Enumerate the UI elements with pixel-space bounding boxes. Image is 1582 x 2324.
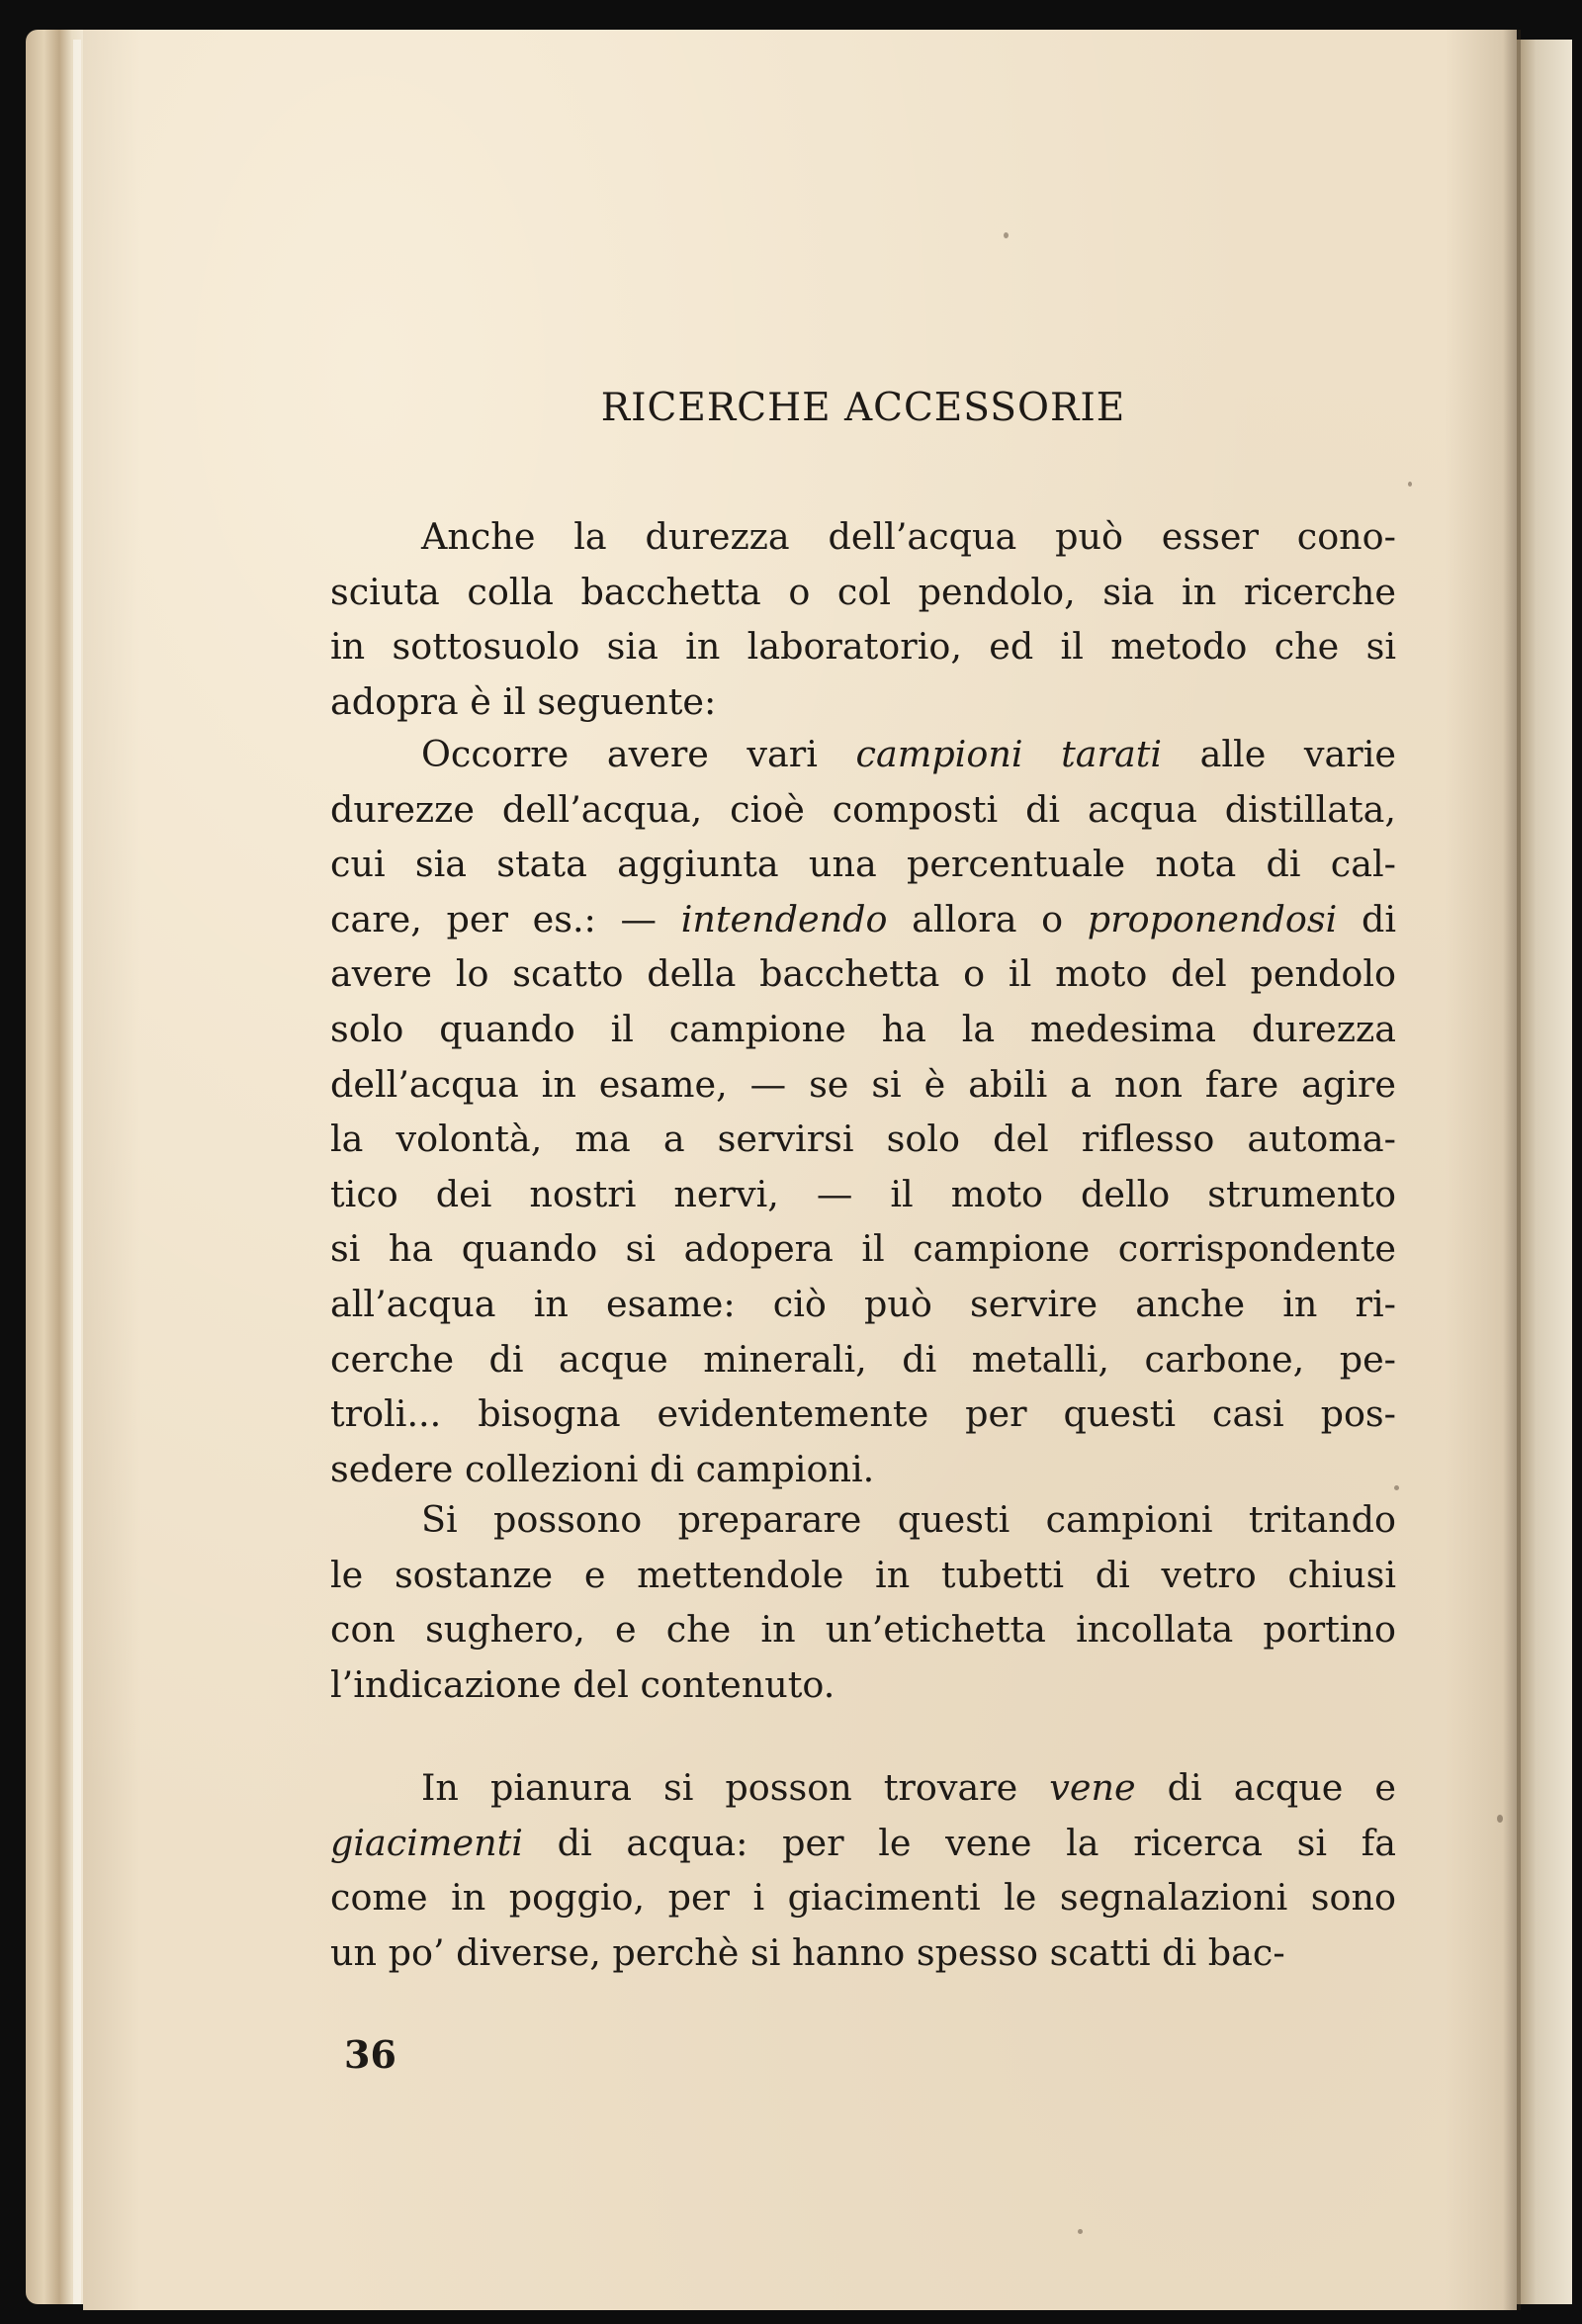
text-line bbox=[330, 674, 1396, 730]
page-edge-highlight bbox=[73, 40, 81, 2304]
italic-term: proponendosi bbox=[1087, 897, 1338, 940]
text-line bbox=[330, 1602, 1396, 1657]
text-run: Si possono preparare questi campioni tritando bbox=[421, 1498, 1396, 1541]
chapter-title: RICERCHE ACCESSORIE bbox=[600, 386, 1126, 430]
italic-term: giacimenti bbox=[330, 1821, 523, 1864]
text-run: di bbox=[1337, 897, 1396, 940]
text-run: solo quando il campione ha la medesima durezza bbox=[330, 1007, 1396, 1050]
paragraph bbox=[330, 509, 1396, 729]
text-run: alle varie bbox=[1162, 733, 1396, 775]
text-line bbox=[330, 1002, 1396, 1057]
paragraph bbox=[330, 1492, 1396, 1712]
text-run: Occorre avere vari bbox=[421, 733, 856, 775]
text-line bbox=[330, 619, 1396, 674]
paragraph bbox=[330, 1760, 1396, 1980]
italic-term: vene bbox=[1049, 1766, 1136, 1809]
text-run: avere lo scatto della bacchetta o il moto del pendolo bbox=[330, 952, 1396, 996]
text-run: tico dei nostri nervi, — il moto dello strumento bbox=[330, 1172, 1396, 1215]
text-run: sedere collezioni di campioni. bbox=[330, 1447, 875, 1490]
text-run: un po’ diverse, perchè si hanno spesso scatti di bac- bbox=[330, 1930, 1285, 1974]
text-run: di acqua: per le vene la ricerca si fa bbox=[522, 1821, 1396, 1864]
text-run: Anche la durezza dell’acqua può esser cono- bbox=[421, 515, 1396, 558]
text-run: all’acqua in esame: ciò può servire anche in ri- bbox=[330, 1282, 1396, 1325]
italic-term: intendendo bbox=[680, 897, 888, 940]
text-run: allora o bbox=[887, 897, 1088, 940]
text-run: dell’acqua in esame, — se si è abili a non fare agire bbox=[330, 1062, 1396, 1106]
text-run: In pianura si posson trovare bbox=[421, 1766, 1050, 1809]
text-run: cerche di acque minerali, di metalli, carbone, pe- bbox=[330, 1337, 1396, 1381]
text-run: sciuta colla bacchetta o col pendolo, sia in ricerche bbox=[330, 570, 1396, 613]
text-line bbox=[330, 1167, 1396, 1222]
text-line bbox=[330, 946, 1396, 1002]
text-run: la volontà, ma a servirsi solo del riflesso automa- bbox=[330, 1117, 1396, 1161]
text-line bbox=[330, 782, 1396, 838]
text-run: si ha quando si adopera il campione corrispondente bbox=[330, 1227, 1396, 1271]
text-line bbox=[330, 1492, 1396, 1548]
text-line bbox=[330, 892, 1396, 947]
text-run: come in poggio, per i giacimenti le segnalazioni sono bbox=[330, 1876, 1396, 1920]
text-line bbox=[330, 1332, 1396, 1387]
text-line bbox=[330, 565, 1396, 620]
text-line bbox=[330, 1057, 1396, 1113]
paper-speck bbox=[1078, 2229, 1083, 2234]
text-line bbox=[330, 837, 1396, 892]
text-line bbox=[330, 1760, 1396, 1816]
page-number: 36 bbox=[344, 2032, 396, 2077]
text-line bbox=[330, 1657, 1396, 1713]
text-run: troli... bisogna evidentemente per questi casi pos- bbox=[330, 1392, 1396, 1436]
paper-speck bbox=[1497, 1815, 1503, 1823]
text-run: le sostanze e mettendole in tubetti di vetro chiusi bbox=[330, 1553, 1396, 1596]
text-line bbox=[330, 1816, 1396, 1871]
text-line bbox=[330, 1112, 1396, 1167]
text-line bbox=[330, 1221, 1396, 1277]
text-line bbox=[330, 727, 1396, 782]
text-line bbox=[330, 1277, 1396, 1332]
text-run: care, per es.: — bbox=[330, 897, 681, 940]
text-line bbox=[330, 1442, 1396, 1497]
gutter-shadow bbox=[1503, 30, 1521, 2310]
paragraph bbox=[330, 727, 1396, 1496]
italic-term: campioni tarati bbox=[855, 733, 1163, 775]
text-run: durezze dell’acqua, cioè composti di acqua distillata, bbox=[330, 787, 1396, 831]
facing-page-edge bbox=[1517, 40, 1572, 2304]
text-run: in sottosuolo sia in laboratorio, ed il metodo che si bbox=[330, 625, 1396, 669]
text-line bbox=[330, 1925, 1396, 1981]
text-line bbox=[330, 509, 1396, 565]
text-run: di acque e bbox=[1135, 1766, 1396, 1809]
text-line bbox=[330, 1870, 1396, 1925]
text-run: con sughero, e che in un’etichetta incollata portino bbox=[330, 1608, 1396, 1652]
text-run: adopra è il seguente: bbox=[330, 679, 717, 723]
paper-speck bbox=[1408, 482, 1412, 487]
text-run: l’indicazione del contenuto. bbox=[330, 1662, 835, 1706]
paper-speck bbox=[1004, 232, 1009, 238]
text-run: cui sia stata aggiunta una percentuale nota di cal- bbox=[330, 843, 1396, 886]
text-line bbox=[330, 1386, 1396, 1442]
text-line bbox=[330, 1548, 1396, 1603]
